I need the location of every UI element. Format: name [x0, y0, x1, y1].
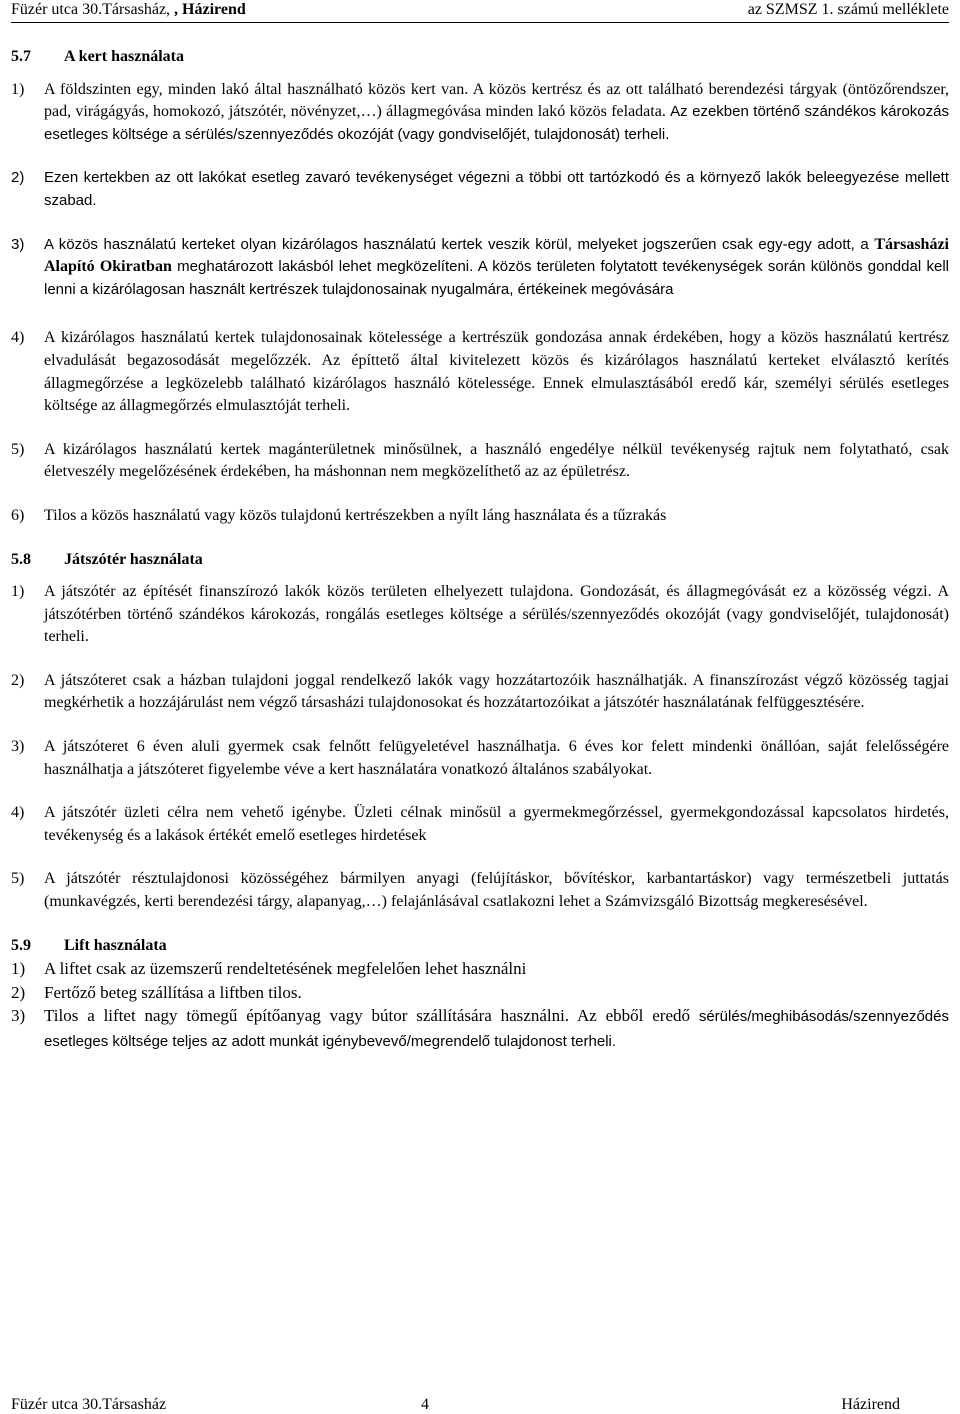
- item-text-part: A közös használatú kerteket olyan kizárólagos használatú kertek veszik körül, melyeket jogszerűen csak egy-egy adott, a: [44, 235, 875, 253]
- header-left-plain: Füzér utca 30.Társasház,: [11, 1, 175, 18]
- list-item: [11, 736, 949, 781]
- list-item: [11, 234, 949, 302]
- item-number: 4): [11, 804, 25, 822]
- footer-right: Házirend: [841, 1396, 900, 1413]
- item-text: A liftet csak az üzemszerű rendeltetésének megfelelően lehet használni: [44, 959, 527, 979]
- item-text-part-sans: Az ezekben történő szándékos károkozás esetleges költsége a sérülés/szennyeződés okozóját (vagy gondviselőjét, tulajdonosát) terheli.: [44, 103, 949, 143]
- item-text: A játszótér üzleti célra nem vehető igénybe. Üzleti célnak minősül a gyermekmegőrzéssel, gyermekgondozással kapcsolatos hirdetés, tevékenység és a lakások értékét emelő esetleges hirdetések: [44, 804, 949, 844]
- item-number: 5): [11, 870, 25, 888]
- item-text-part: Tilos a liftet nagy tömegű építőanyag vagy bútor szállítására használni. Az ebből eredő: [44, 1006, 699, 1026]
- document-body: [11, 46, 949, 1053]
- header-left-bold: , Házirend: [174, 1, 246, 18]
- item-text: Tilos a közös használatú vagy közös tulajdonú kertrészekben a nyílt láng használata és a tűzrakás: [44, 506, 667, 524]
- footer-page-number: 4: [421, 1396, 429, 1413]
- lift-rules: [11, 957, 949, 1053]
- item-number: 2): [11, 671, 25, 689]
- item-number: 1): [11, 959, 26, 979]
- footer-left: Füzér utca 30.Társasház: [11, 1396, 167, 1413]
- item-number: 2): [11, 169, 25, 187]
- item-number: 1): [11, 80, 25, 98]
- item-text: A játszótér résztulajdonosi közösségéhez bármilyen anyagi (felújításkor, bővítéskor, karbantartáskor) vagy természetbeli juttatás (munkavégzés, kerti berendezési tárgy, alapanyag,…) felajánlásával csatlakozni lehet a Számvizsgáló Bizottság megkeresésével.: [44, 870, 949, 911]
- section-number: 5.9: [11, 936, 31, 954]
- item-number: 2): [11, 982, 26, 1002]
- list-item: [11, 868, 949, 913]
- section-title: A kert használata: [64, 48, 184, 65]
- list-item: [11, 802, 949, 847]
- list-item: [11, 957, 949, 981]
- list-item: [11, 1004, 949, 1053]
- list-item: [11, 327, 949, 417]
- section-heading-5-9: [11, 935, 949, 958]
- section-title: Játszótér használata: [64, 550, 203, 568]
- item-text: Fertőző beteg szállítása a liftben tilos.: [44, 982, 302, 1002]
- item-text-part: A földszinten egy, minden lakó által használható közös kert van. A közös kertrész és az ott található berendezési tárgyak (öntözőrendszer, pad, virágágyás, homokozó, játszótér, növényzet,…) állagmegóvása minden lakó közös feladata.: [44, 80, 949, 121]
- section-heading-5-8: [11, 549, 949, 572]
- item-text: Ezen kertekben az ott lakókat esetleg zavaró tevékenységet végezni a többi ott tartózkodó és a környező lakók beleegyezése mellett szabad.: [44, 169, 949, 209]
- item-number: 3): [11, 738, 25, 756]
- item-text: [44, 79, 949, 147]
- item-text: [44, 1004, 949, 1053]
- item-text-bold: Társasházi Alapító Okiratban: [44, 235, 949, 276]
- item-text: A játszóteret csak a házban tulajdoni joggal rendelkező lakók vagy hozzátartozóik használhatják. A finanszírozást végző közösség tagjai megkérhetik a hozzájárulást nem végző társasházi tulajdonosokat és hozzátartozóikat a játszótér használatának felfüggesztésére.: [44, 671, 949, 712]
- item-number: 1): [11, 583, 25, 601]
- list-item: [11, 670, 949, 715]
- header-left: [11, 0, 246, 22]
- section-heading-5-7: [11, 46, 949, 69]
- item-text: A játszóteret 6 éven aluli gyermek csak felnőtt felügyeletével használhatja. 6 éves kor felett mindenki önállóan, saját felelősségére használhatja a játszóteret figyelembe véve a kert használatára vonatkozó általános szabályokat.: [44, 738, 949, 778]
- section-number: 5.7: [11, 48, 31, 65]
- item-number: 3): [11, 1006, 26, 1026]
- item-text-part-sans: sérülés/meghibásodás/szennyeződés esetleges költsége teljes az adott munkát igénybevevő/megrendelő tulajdonost terheli.: [44, 1008, 949, 1050]
- section-title: Lift használata: [64, 936, 167, 954]
- item-text-part: meghatározott lakásból lehet megközelíteni. A közös területen folytatott tevékenységek során különös gonddal kell lenni a kizárólagosan használt kertrészek tulajdonosainak nyugalmára, értékeinek megóvására: [44, 258, 949, 298]
- section-number: 5.8: [11, 550, 31, 568]
- item-text: [44, 234, 949, 302]
- item-text: A játszótér az építését finanszírozó lakók közös területen elhelyezett tulajdona. Gondozását, és állagmegóvását ez a közösség végzi. A játszótérben történő szándékos károkozás, rongálás esetleges költsége a sérülés/szennyeződés okozóját (vagy gondviselőjét, tulajdonosát) terheli.: [44, 583, 949, 646]
- item-number: 6): [11, 506, 25, 524]
- list-item: [11, 79, 949, 147]
- item-text: A kizárólagos használatú kertek magánterületnek minősülnek, a használó engedélye nélkül tevékenység rajtuk nem folytatható, csak életveszély megelőzésének érdekében, ha máshonnan nem megközelíthető az az épületrész.: [44, 440, 949, 481]
- list-item: [11, 981, 949, 1005]
- header-right: az SZMSZ 1. számú melléklete: [747, 1, 949, 18]
- item-number: 4): [11, 329, 25, 347]
- item-number: 3): [11, 235, 25, 253]
- list-item: [11, 167, 949, 212]
- list-item: [11, 581, 949, 649]
- page-header: [11, 0, 949, 23]
- list-item: [11, 505, 949, 528]
- item-text: A kizárólagos használatú kertek tulajdonosainak kötelessége a kertrészük gondozása annak érdekében, hogy a közös használatú kertrész elvadulását begazosodását megelőzzék. Az építtető által kivitelezett közös és kizárólagos használatú kerteket elválasztó kerítés állagmegőrzése a legközelebb található kizárólagos használó kötelessége. Ennek elmulasztásából eredő kár, személyi sérülés esetleges költsége az állagmegőrzés elmulasztóját terheli.: [44, 329, 949, 415]
- item-number: 5): [11, 440, 25, 458]
- list-item: [11, 439, 949, 484]
